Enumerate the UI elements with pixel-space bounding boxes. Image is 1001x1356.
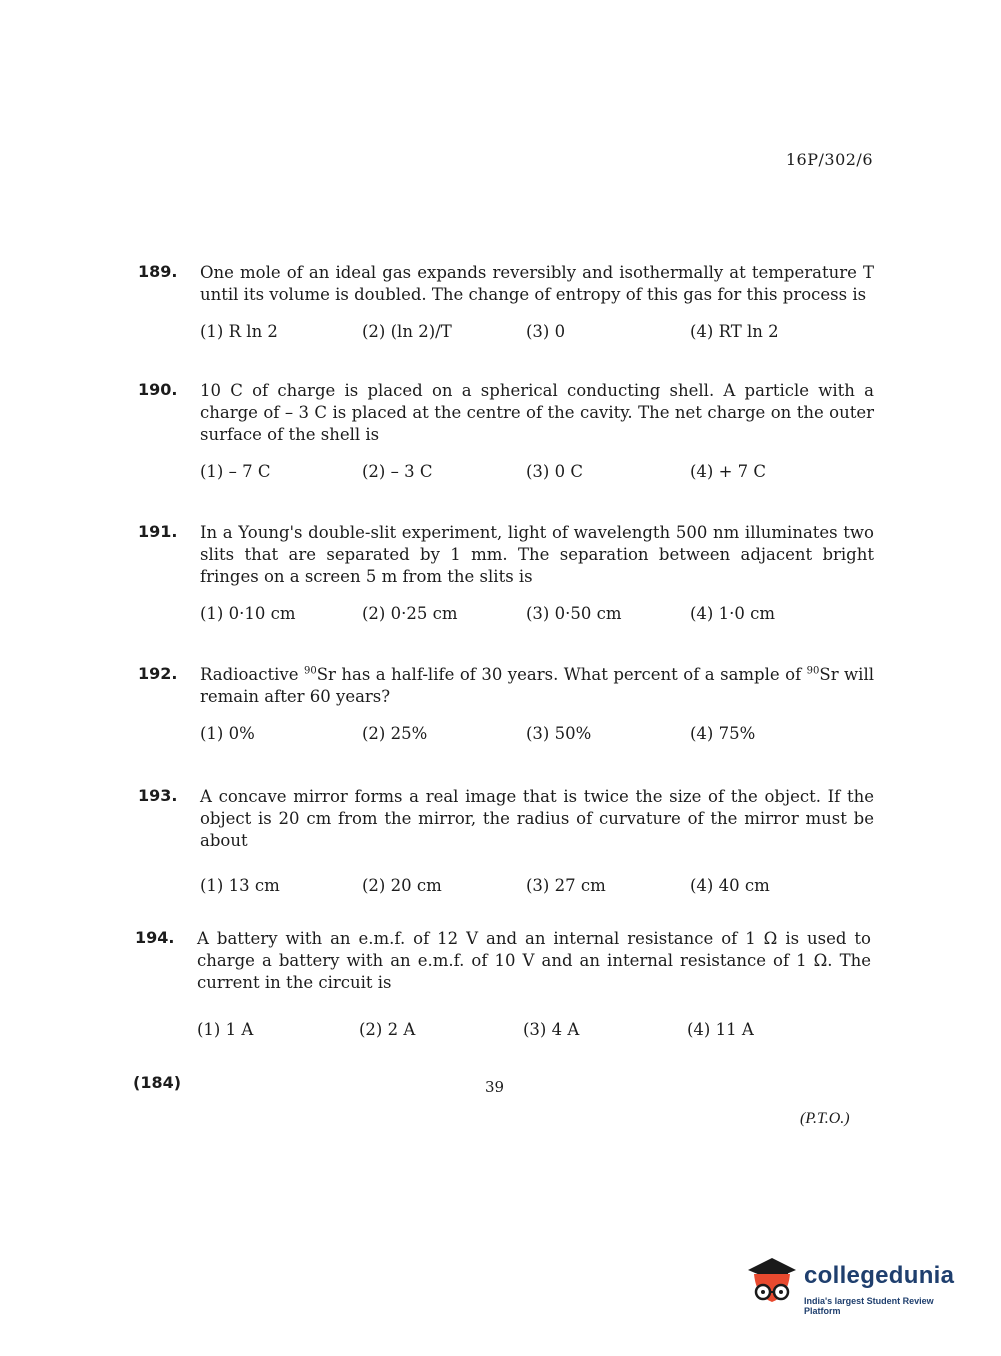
collegedunia-watermark xyxy=(742,1250,972,1320)
options-row xyxy=(197,1020,871,1046)
option-3: (3) 0 C xyxy=(526,462,583,481)
option-4: (4) RT ln 2 xyxy=(690,322,779,341)
option-1: (1) R ln 2 xyxy=(200,322,278,341)
option-2: (2) 20 cm xyxy=(362,876,442,895)
question-text: A concave mirror forms a real image that is twice the size of the object. If the object is 20 cm from the mirror, the radius of curvature of the mirror must be about xyxy=(200,787,874,850)
option-2: (2) 25% xyxy=(362,724,428,743)
question-text xyxy=(200,664,874,708)
option-2: (2) (ln 2)/T xyxy=(362,322,452,341)
option-1: (1) 1 A xyxy=(197,1020,254,1039)
option-4: (4) 11 A xyxy=(687,1020,754,1039)
option-3: (3) 27 cm xyxy=(526,876,606,895)
options-row xyxy=(200,322,874,348)
question-number: 192. xyxy=(138,664,178,683)
question-number: 191. xyxy=(138,522,178,541)
option-3: (3) 50% xyxy=(526,724,592,743)
question-text: One mole of an ideal gas expands reversibly and isothermally at temperature T until its volume is doubled. The change of entropy of this gas for this process is xyxy=(200,263,874,304)
option-2: (2) – 3 C xyxy=(362,462,433,481)
question-191 xyxy=(138,522,874,630)
option-1: (1) 13 cm xyxy=(200,876,280,895)
question-189 xyxy=(138,262,874,348)
isotope-mass-number: 90 xyxy=(303,665,317,677)
question-text: In a Young's double-slit experiment, light of wavelength 500 nm illuminates two slits that are separated by 1 mm. The separation between adjacent bright fringes on a screen 5 m from the slits is xyxy=(200,523,874,586)
option-3: (3) 0·50 cm xyxy=(526,604,622,623)
text-part: Radioactive xyxy=(200,665,304,684)
brand-tagline: India's largest Student Review Platform xyxy=(804,1296,934,1316)
question-192 xyxy=(138,664,874,750)
question-194 xyxy=(135,928,871,1046)
option-2: (2) 0·25 cm xyxy=(362,604,458,623)
option-4: (4) + 7 C xyxy=(690,462,767,481)
options-row xyxy=(200,724,874,750)
question-193 xyxy=(138,786,874,902)
option-4: (4) 75% xyxy=(690,724,756,743)
brand-name: collegedunia xyxy=(804,1262,955,1289)
option-3: (3) 4 A xyxy=(523,1020,580,1039)
option-4: (4) 1·0 cm xyxy=(690,604,775,623)
question-number: 190. xyxy=(138,380,178,399)
option-1: (1) 0·10 cm xyxy=(200,604,296,623)
option-4: (4) 40 cm xyxy=(690,876,770,895)
question-190 xyxy=(138,380,874,488)
question-text: 10 C of charge is placed on a spherical conducting shell. A particle with a charge of – 3 C is placed at the centre of the cavity. The net charge on the outer surface of the shell is xyxy=(200,381,874,444)
options-row xyxy=(200,876,874,902)
text-part: Sr will remain after 60 years? xyxy=(200,665,875,706)
please-turn-over: (P.T.O.) xyxy=(800,1110,850,1127)
option-3: (3) 0 xyxy=(526,322,566,341)
question-number: 194. xyxy=(135,928,175,947)
option-1: (1) 0% xyxy=(200,724,255,743)
page-number: 39 xyxy=(485,1078,505,1096)
paper-code: 16P/302/6 xyxy=(785,150,873,169)
question-text: A battery with an e.m.f. of 12 V and an internal resistance of 1 Ω is used to charge a battery with an e.m.f. of 10 V and an internal resistance of 1 Ω. The current in the circuit is xyxy=(197,929,871,992)
option-2: (2) 2 A xyxy=(359,1020,416,1039)
isotope-mass-number: 90 xyxy=(806,665,820,677)
mascot-logo-icon xyxy=(742,1252,802,1314)
options-row xyxy=(200,604,874,630)
question-number: 193. xyxy=(138,786,178,805)
footer-booklet-number: (184) xyxy=(133,1073,182,1092)
options-row xyxy=(200,462,874,488)
option-1: (1) – 7 C xyxy=(200,462,271,481)
text-part: Sr has a half-life of 30 years. What percent of a sample of xyxy=(316,665,807,684)
question-number: 189. xyxy=(138,262,178,281)
